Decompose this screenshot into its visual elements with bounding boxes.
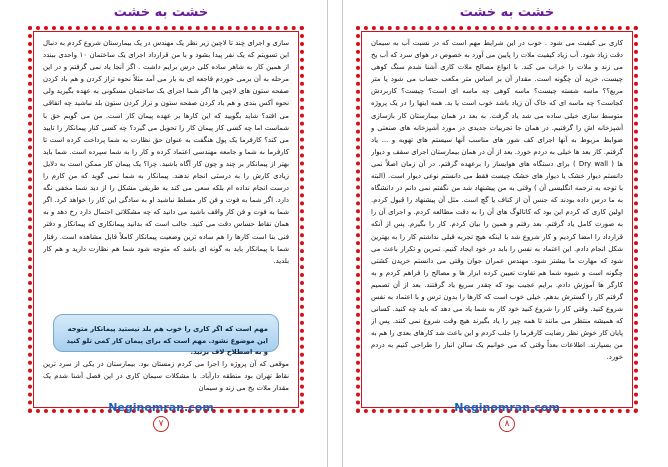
website-label: Neginomran.com [454, 401, 560, 414]
left-page [0, 0, 322, 467]
body-paragraph: سازی و اجرای چند تا لاچین زیر نظر یک مهندس در یک بیمارستان شروع کردم به دنبال این تسویتم که یک نفر پیدا بشود و با من قرارداد اجرای یک ساختمان ۱۰ واحدی ببندد از همین کار به شاهر ساده کلی درس برایم داشت . اگر آنجا یاد نمی گرفتم و در این مرحله به آن برمی خوردم فاجعه ای به بار می آمد مثلاً نحوه تراز کردن و هم باد کردن صفحه ستون های لاچین ها اگر شما اجرای یک ساختمان مسکونی به عهده بگیرید ولی نحوه آکس بندی و هم باد کردن صفحه ستون و تراز کردن ستون بلد نباشید چه اتفاقی می افتد؟ شاید بگویید که این کارها بر عهده پیمان کار است. من می گویم حق با شماست اما چه کسی کار پیمان کار را تحویل می گیرد؟ چه کسی کنار پیمانکار را تایید می کند؟ کارفرما یک پول هنگفت به عنوان حق نظارت به شما پرداخت کرده است تا کارفرما به شما و جامعه مهندسی اعتماد کرده و کار را به شما سپرده است. شما باید بهتر از پیمانکار بر چند و چون کار آگاه باشید. چرا؟ یک پیمان کار ممکن است به دلایل زیادی کارش را به درستی انجام ندهند. پیمانکار به شما نمی گوید که من کارم را درست انجام نداده ام بلکه سعی می کند به طریقی مشکل را از دید شما مخفی نگه دارد. اگر شما به فوت و فن کار مسلط نباشید او به سادگی این کار را خواهد کرد. اگر شما به فوت و فن کار واقف باشید می دانید که چه مشکلاتی احتمال دارد رخ دهد و به همان نقاط حساس دقت می کنید. جالب است که بدانید پیمانکاری که پیمانکار و دفتر فنی بنا است کارها را هم ساده ترین وضعیت پیمانکار کاملاً قابل مشاهده است. رفتار شما با پیمانکار باید به گونه ای باشد که متوجه شود شما هم نظارت دارید و هم کار بلدید. [43, 39, 289, 265]
text-frame [356, 26, 638, 413]
page-number: ۷ [153, 416, 169, 432]
body-paragraph: کاری بی کیفیت می شود . خوب در این شرایط مهم است که در نسبت آب به سیمان دقت زیاد شود. آب زیاد کیفیت ملات را پایین می آورد به خصوص در هوای سرد که آب یخ می زند و ملات را خراب می کند. با انواع مصالح ملات کاری آشنا شدم سنگ کوهی چیست، خرید آن چگونه است. مقدار آن بر اساس متر مکعب حساب می شود یا متر مربع؟؟ ماسه شسته چیست؟ ماسه کوهی چه ماسه ای است؟ چیست؟ کاربردش کجاست؟ چه ماسه ای که خاک آن زیاد باشد خوب است یا بد. همه اینها را در یک پروژه متوسط سازی خیلی ساده می شد یاد گرفت. به بعد در همان بیمارستان کار بازسازی آشپزخانه اش را گرفتیم. در همان جا تجربیات جدیدی در مورد آشپزخانه های صنعتی و ضوابط مربوط به آنها اجرای کف شور های مناسب آنها سیستم های تهویه و ... یاد گرفتم. کار بعد ها خیلی به دردم خورد. بعد از آن در همان بیمارستان اجرای سقف و دیوار ها ( Dry wall ) برای دستگاه های هوایساز را برعهده گرفتم. در آن زمان اصلاً نمی دانستم دیوار خشک یا دیوار های خشک چیست فقط می دانستم نوعی دیوار است. (البته با توجه به ترجمه انگلیسی آن ) وقتی به من پیشنهاد شد من نگفتم نمی دانم در دانشگاه به ما درس داده بودند که جنس آن از کناف یا گچ است. مثل آن پیشنهاد را قبول کردم. اولین کاری که کردم این بود که کاتالوگ های آن را به دقت مطالعه کردم. و اجرای آن را به صورت کامل یاد گرفتم. بعد رفتم و همین را بیان کردم. کار را بگیرم. پس از آنکه قرارداد را امضا کردیم و کار شروع شد با اینکه هیچ تجربه قبلی نداشتم کار را به بهترین شکل انجام دادم. این اعتماد به نفس را باید در خود ایجاد کنیم. تمرین و تکرار باعث می شود که مهارت ما بیشتر شود. مهندس عمران جوان وقتی می دانستم خریدن کشتی چگونه است و شیوه شما هم تفاوت تعیین کرده ابزار ها و مصالح را فراهم کردم و به کارگر ها آموزش دادم. برایم عجیب بود که چقدر سریع یاد گرفتند. بعد از آن تصمیم گرفتم کار را گسترش بدهم. خیلی خوب است که کارها را بدون ترس و با اعتماد به نفس شروع کنید. وقتی کار را شروع کنید خود کار به شما یاد می دهد که باید چه کنید. کسانی که همیشه منتظر می مانند تا همه چیز را یاد بگیرند هیچ وقت شروع نمی کنند. پس از پایان کار خوش نظر رضایت کارفرما را جلب کردم و این باعث شد کارهای بعدی را هم به من بسپارند. اطلاعات بعداً وقتی که می خوانیم یک سالن انبار را طراحی کنیم به دردم خورد. [371, 39, 623, 362]
text-frame [28, 26, 304, 413]
page-number: ۸ [499, 416, 515, 432]
website-label: Neginomran.com [108, 401, 214, 414]
page-gutter [327, 0, 343, 467]
page-title: خشت به خشت [113, 5, 209, 20]
callout-box: مهم است که اگر کاری را خوب هم بلد نیستید پیمانکار متوجه این موضوع نشود. مهم است که برای پیمان کار کمی تلو کنید و به اصطلاح لاف بزنید. [53, 314, 279, 352]
right-page [346, 0, 668, 467]
body-paragraph: موقعی که آن پروژه را اجرا می کردم زمستان بود. بیمارستان در یکی از سرد ترین نقاط تهران بود منطقه دارآباد. با مشکلات سیمان کاری در این فصل آشنا شدم یک مقدار ملات یخ می زند و سیمان [43, 360, 289, 393]
page-title: خشت به خشت [459, 5, 555, 20]
